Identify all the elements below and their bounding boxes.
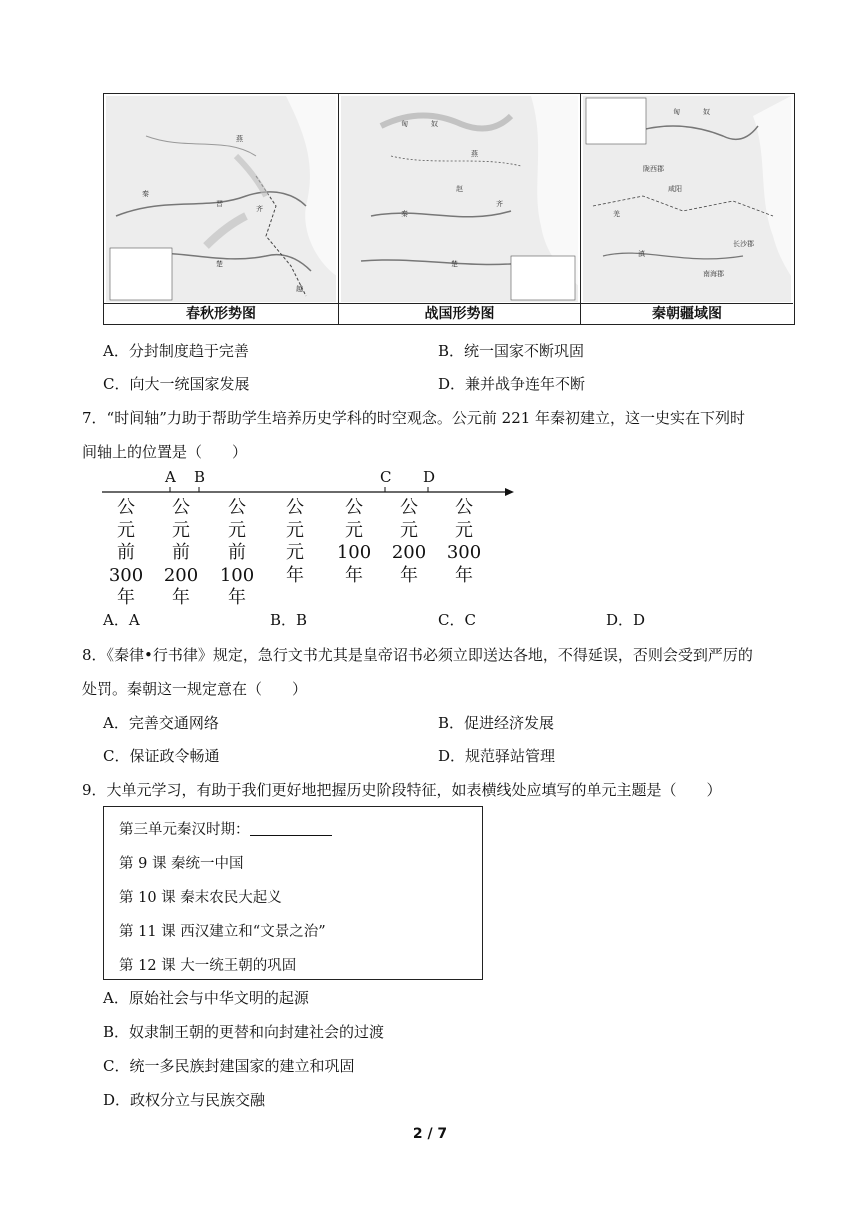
q7-option-d[interactable]: D．D — [606, 611, 646, 629]
unit-title-row — [119, 818, 332, 839]
timeline-tick-300ad: 公 元 300 年 — [446, 497, 482, 586]
map-caption-warring-states: 战国形势图 — [339, 303, 580, 324]
svg-text:楚: 楚 — [451, 260, 458, 268]
q7-stem-line2: 间轴上的位置是（ ） — [82, 443, 248, 461]
warring-states-map — [339, 94, 581, 324]
svg-text:长沙郡: 长沙郡 — [733, 240, 754, 248]
svg-text:越: 越 — [296, 285, 303, 293]
unit-theme-blank — [250, 821, 332, 836]
lesson-row: 第 11 课 西汉建立和“文景之治” — [119, 924, 326, 940]
q8-option-b[interactable]: B．促进经济发展 — [438, 714, 555, 732]
qin-territory-map — [581, 94, 793, 324]
svg-text:燕: 燕 — [236, 135, 243, 143]
timeline-tick-1ad: 公 元 元 年 — [286, 497, 304, 586]
q7-stem-line1: 7．“时间轴”力助于帮助学生培养历史学科的时空观念。公元前 221 年秦初建立，这一史实在下列时 — [82, 409, 746, 427]
q6-option-b[interactable]: B．统一国家不断巩固 — [438, 342, 585, 360]
svg-text:楚: 楚 — [216, 260, 223, 268]
warring-states-map-image — [341, 96, 578, 302]
svg-text:奴: 奴 — [431, 120, 438, 128]
timeline-tick-200bc: 公 元 前 200 年 — [163, 497, 199, 608]
q7-option-b[interactable]: B．B — [270, 611, 308, 629]
svg-text:咸阳: 咸阳 — [668, 185, 682, 193]
timeline-tick-100ad: 公 元 100 年 — [336, 497, 372, 586]
q8-option-d[interactable]: D．规范驿站管理 — [438, 747, 556, 765]
q9-option-b[interactable]: B．奴隶制王朝的更替和向封建社会的过渡 — [103, 1023, 385, 1041]
timeline-tick-300bc: 公 元 前 300 年 — [108, 497, 144, 608]
q6-option-d[interactable]: D．兼并战争连年不断 — [438, 375, 586, 393]
lesson-row: 第 9 课 秦统一中国 — [119, 856, 244, 872]
svg-text:滇: 滇 — [638, 250, 645, 258]
svg-text:羌: 羌 — [613, 210, 620, 218]
timeline-marker-a: A — [165, 468, 176, 486]
history-maps-panel — [103, 93, 795, 325]
qin-territory-map-image — [583, 96, 791, 302]
svg-text:奴: 奴 — [703, 108, 710, 116]
svg-text:燕: 燕 — [471, 150, 478, 158]
q7-option-c[interactable]: C．C — [438, 611, 476, 629]
svg-text:齐: 齐 — [496, 200, 503, 208]
page-number: 2 / 7 — [412, 1126, 448, 1142]
lesson-row: 第 12 课 大一统王朝的巩固 — [119, 958, 297, 974]
q6-option-c[interactable]: C．向大一统国家发展 — [103, 375, 250, 393]
unit-title: 第三单元秦汉时期： — [119, 822, 250, 838]
q9-option-c[interactable]: C．统一多民族封建国家的建立和巩固 — [103, 1057, 355, 1075]
timeline-marker-c: C — [380, 468, 392, 486]
timeline-tick-200ad: 公 元 200 年 — [391, 497, 427, 586]
timeline-marker-d: D — [423, 468, 436, 486]
q6-option-a[interactable]: A．分封制度趋于完善 — [103, 342, 249, 360]
svg-text:赵: 赵 — [456, 185, 463, 193]
q9-option-d[interactable]: D．政权分立与民族交融 — [103, 1091, 266, 1109]
spring-autumn-map — [104, 94, 339, 324]
svg-text:南海郡: 南海郡 — [703, 270, 724, 278]
q8-stem-line2: 处罚。秦朝这一规定意在（ ） — [82, 680, 308, 698]
q8-option-c[interactable]: C．保证政令畅通 — [103, 747, 220, 765]
q9-stem: 9．大单元学习，有助于我们更好地把握历史阶段特征，如表横线处应填写的单元主题是（ ） — [82, 781, 722, 799]
svg-text:陇西郡: 陇西郡 — [643, 165, 664, 173]
svg-text:秦: 秦 — [142, 190, 149, 198]
q9-option-a[interactable]: A．原始社会与中华文明的起源 — [103, 989, 309, 1007]
q8-stem-line1: 8．《秦律•行书律》规定，急行文书尤其是皇帝诏书必须立即送达各地，不得延误，否则会受到严厉的 — [82, 646, 753, 664]
svg-text:秦: 秦 — [401, 210, 408, 218]
q7-option-a[interactable]: A．A — [103, 611, 140, 629]
svg-text:匈: 匈 — [401, 120, 408, 128]
svg-text:匈: 匈 — [673, 108, 680, 116]
map-caption-spring-autumn: 春秋形势图 — [104, 303, 338, 324]
unit-outline-table — [103, 806, 483, 980]
timeline-tick-100bc: 公 元 前 100 年 — [219, 497, 255, 608]
svg-text:晋: 晋 — [216, 200, 223, 208]
spring-autumn-map-image — [106, 96, 336, 302]
q8-option-a[interactable]: A．完善交通网络 — [103, 714, 219, 732]
svg-text:齐: 齐 — [256, 205, 263, 213]
lesson-row: 第 10 课 秦末农民大起义 — [119, 890, 282, 906]
timeline-marker-b: B — [194, 468, 206, 486]
map-caption-qin-territory: 秦朝疆域图 — [581, 303, 793, 324]
